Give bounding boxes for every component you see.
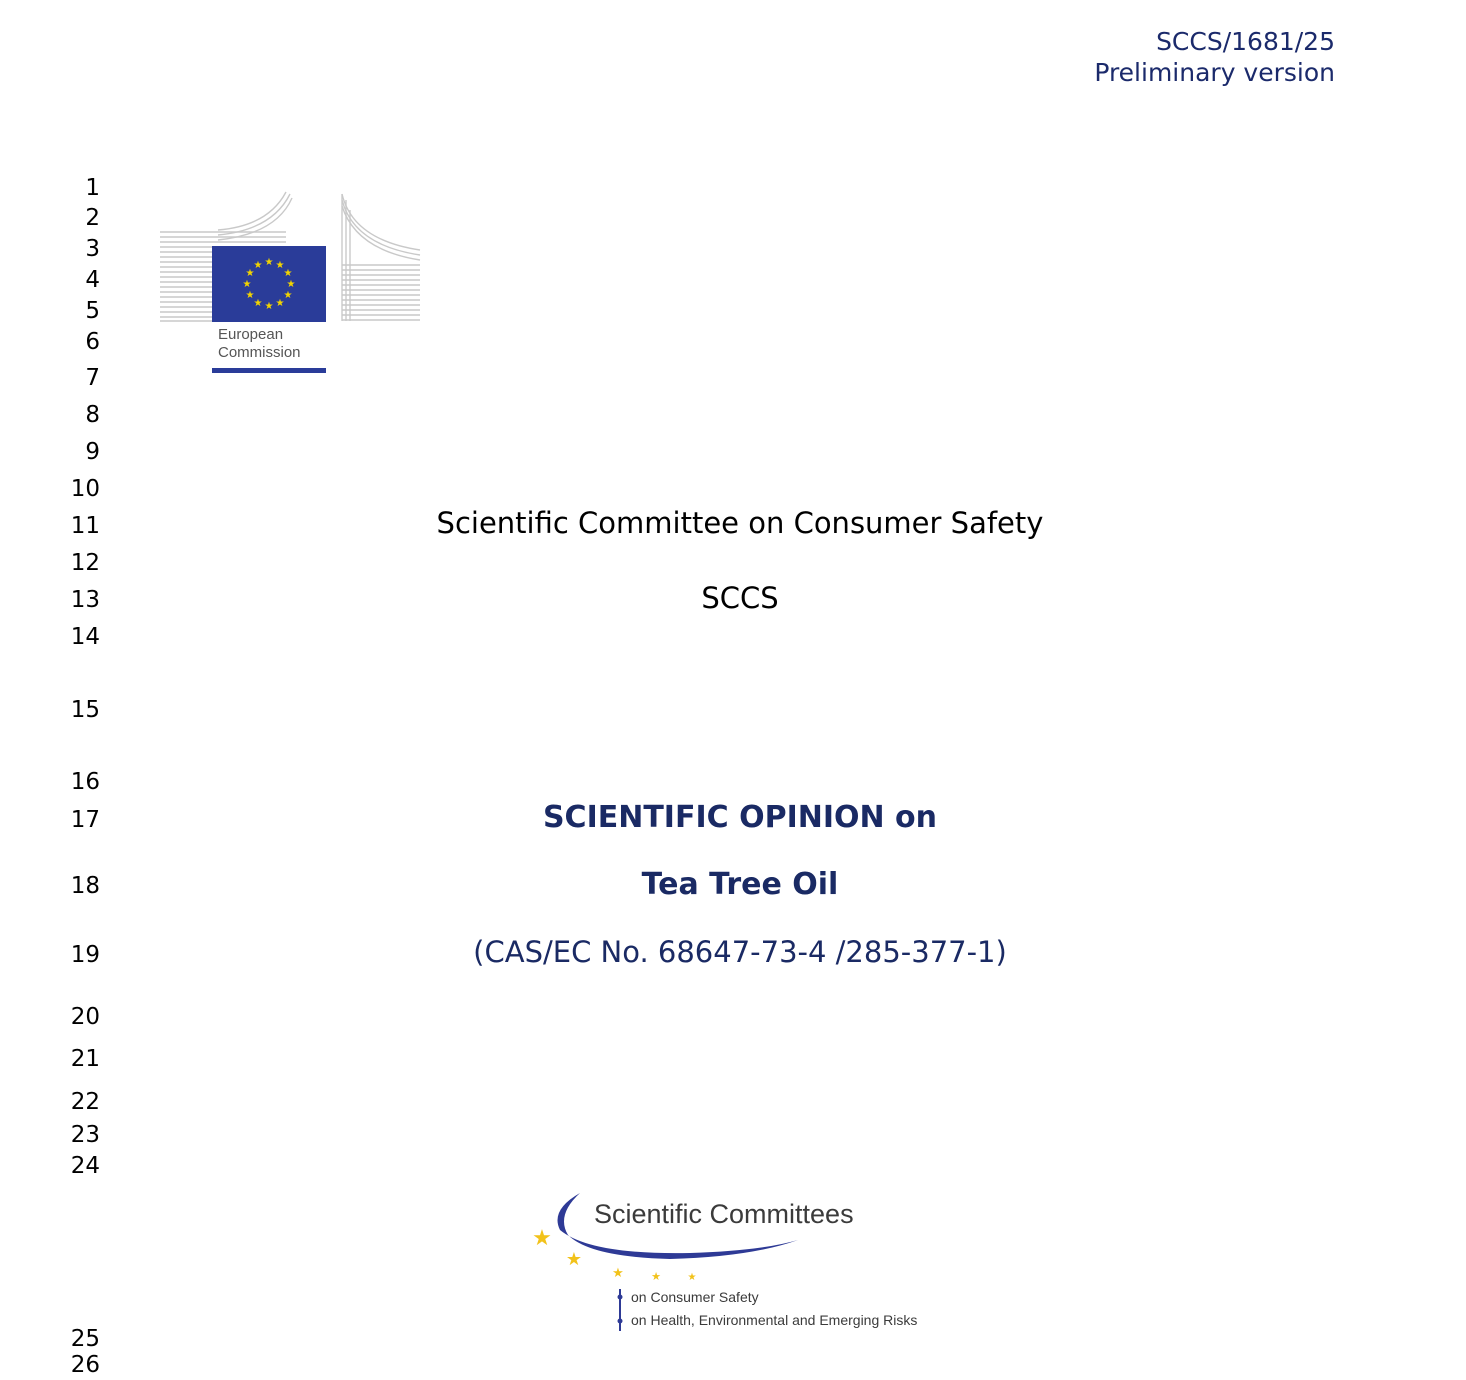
line-number: 2 [85,205,100,231]
sc-logo-line2: on Health, Environmental and Emerging Risks [631,1312,918,1328]
svg-text:★: ★ [253,260,263,271]
line-number: 3 [85,236,100,262]
line-number: 25 [70,1326,100,1352]
line-number: 5 [85,298,100,324]
line-number: 15 [70,697,100,723]
line-number: 12 [70,550,100,576]
svg-text:★: ★ [245,268,255,279]
svg-text:★: ★ [283,290,293,301]
line-number: 18 [70,873,100,899]
document-version: Preliminary version [1094,58,1335,87]
svg-text:★: ★ [253,298,263,309]
document-header [1094,26,1335,88]
committee-abbreviation: SCCS [701,581,779,615]
svg-text:★: ★ [264,257,274,268]
svg-text:★: ★ [286,279,296,290]
committee-name: Scientific Committee on Consumer Safety [436,506,1044,540]
line-number: 4 [85,267,100,293]
document-reference: SCCS/1681/25 [1156,27,1335,56]
svg-text:★: ★ [245,290,255,301]
line-number: 26 [70,1352,100,1378]
svg-text:★: ★ [264,301,274,312]
svg-text:★: ★ [687,1272,697,1283]
opinion-title: SCIENTIFIC OPINION on [542,800,938,835]
line-number: 19 [70,942,100,968]
substance-name: Tea Tree Oil [641,867,839,902]
svg-text:★: ★ [612,1266,624,1281]
line-number: 8 [85,402,100,428]
line-number: 13 [70,587,100,613]
svg-text:★: ★ [565,1249,583,1270]
line-number: 11 [70,513,100,539]
line-number: 16 [70,769,100,795]
svg-text:★: ★ [242,279,252,290]
line-number: 14 [70,624,100,650]
cas-ec-number: (CAS/EC No. 68647-73-4 /285-377-1) [473,935,1007,969]
ec-logo-text-line2: Commission [218,344,301,361]
svg-text:★: ★ [275,298,285,309]
scientific-committees-title: Scientific Committees [594,1199,854,1229]
line-number: 22 [70,1089,100,1115]
line-number: 20 [70,1004,100,1030]
svg-text:★: ★ [275,260,285,271]
line-number: 9 [85,439,100,465]
svg-text:★: ★ [532,1226,552,1251]
line-number: 1 [85,175,100,201]
sc-logo-line1: on Consumer Safety [631,1289,759,1305]
line-number: 21 [70,1046,100,1072]
line-number: 24 [70,1153,100,1179]
svg-text:★: ★ [651,1270,661,1283]
line-number: 17 [70,807,100,833]
line-number: 6 [85,329,100,355]
line-number: 7 [85,365,100,391]
line-number: 23 [70,1122,100,1148]
line-number: 10 [70,476,100,502]
ec-logo-text-line1: European [218,326,284,343]
svg-text:★: ★ [283,268,293,279]
